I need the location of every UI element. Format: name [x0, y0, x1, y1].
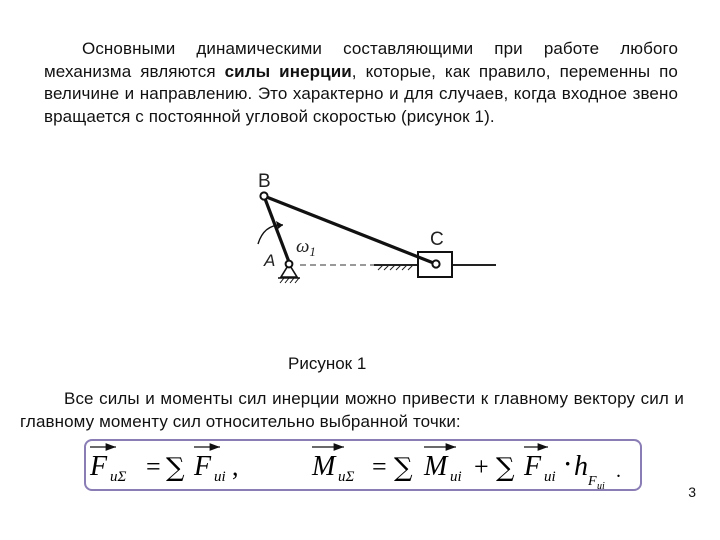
end-period: . [616, 460, 621, 482]
plus-sign: + [474, 452, 489, 481]
symbol-m-total: M [312, 451, 336, 482]
subscript-ui-1: ui [214, 469, 226, 485]
subscript-u-sigma-2: uΣ [338, 469, 355, 485]
label-omega: $\omega_1$ [296, 236, 316, 259]
subscript-f: F [588, 474, 597, 489]
intro-text-end: , которые, как правило, переменны по величине и направлению. Это характерно и для случаев, когда входное звено вращается с постоянной угловой скоростью (рисунок 1). [44, 61, 678, 126]
label-c: C [430, 229, 444, 250]
formula-box [84, 439, 642, 491]
equals-sign-1: = [146, 452, 161, 481]
subscript-ui-3: ui [544, 469, 556, 485]
formula [86, 441, 644, 493]
inertia-forces-bold: силы инерции [224, 61, 352, 81]
sum-sign-1: ∑ [166, 453, 185, 483]
label-a: A [264, 251, 276, 270]
joint-b [260, 192, 267, 199]
resultant-text: Все силы и моменты сил инерции можно привести к главному вектору сил и главному моменту сил относительно выбранной точки: [20, 389, 684, 431]
sum-sign-2: ∑ [394, 453, 413, 483]
symbol-f-i-1: F [194, 451, 212, 482]
fixed-support-a [278, 261, 300, 283]
label-b: B [258, 171, 271, 192]
symbol-f-total: F [90, 451, 108, 482]
page-number: 3 [688, 484, 696, 500]
equals-sign-2: = [372, 452, 387, 481]
symbol-h: h [574, 451, 588, 482]
comma: , [232, 452, 239, 481]
resultant-paragraph [20, 388, 684, 433]
symbol-m-i: M [424, 451, 448, 482]
joint-c [432, 260, 439, 267]
symbol-f-i-2: F [524, 451, 542, 482]
subscript-u-sigma-1: uΣ [110, 469, 127, 485]
figure-caption: Рисунок 1 [288, 354, 367, 373]
multiply-dot: · [564, 451, 572, 476]
intro-text-start: Основными динамическими составляющими при работе любого механизма являются [44, 39, 678, 81]
sum-sign-3: ∑ [496, 453, 515, 483]
connecting-rod [264, 196, 436, 264]
subscript-ui-2: ui [450, 469, 462, 485]
subscript-ui-4: ui [597, 481, 605, 492]
